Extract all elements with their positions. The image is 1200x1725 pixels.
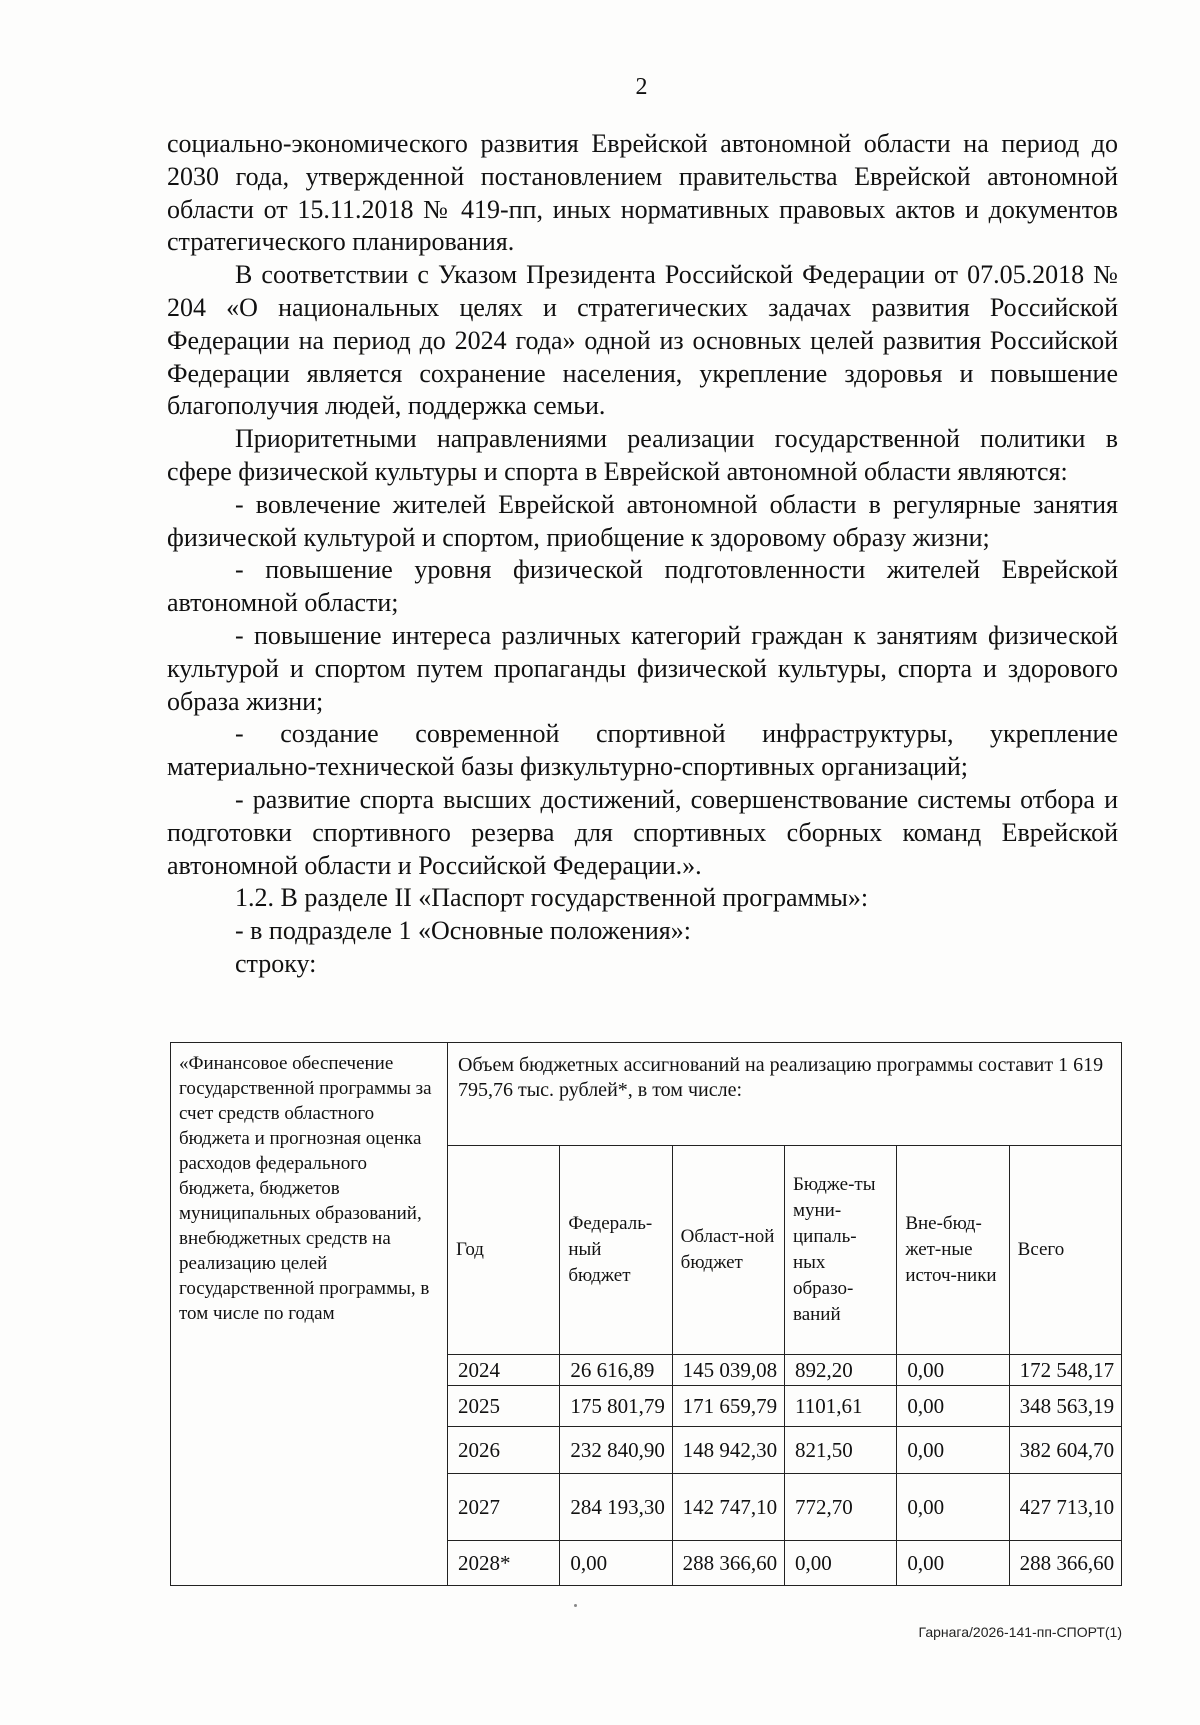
cell-extra: 0,00 xyxy=(897,1474,1009,1541)
list-item: - повышение уровня физической подготовленности жителей Еврейской автономной области; xyxy=(167,555,1118,618)
column-header-extra: Вне-бюд-жет-ные источ-ники xyxy=(897,1146,1009,1355)
cell-extra: 0,00 xyxy=(897,1541,1009,1586)
paragraph: строку: xyxy=(235,948,317,978)
cell-year: 2027 xyxy=(448,1474,560,1541)
cell-regional: 171 659,79 xyxy=(672,1386,784,1427)
column-header-year: Год xyxy=(448,1146,560,1355)
cell-regional: 288 366,60 xyxy=(672,1541,784,1586)
cell-municipal: 0,00 xyxy=(784,1541,896,1586)
cell-federal: 0,00 xyxy=(560,1541,672,1586)
cell-year: 2024 xyxy=(448,1355,560,1386)
document-code: Гарнага/2026-141-пп-СПОРТ(1) xyxy=(918,1624,1122,1640)
cell-regional: 145 039,08 xyxy=(672,1355,784,1386)
cell-year: 2025 xyxy=(448,1386,560,1427)
cell-total: 348 563,19 xyxy=(1009,1386,1121,1427)
list-item: - вовлечение жителей Еврейской автономной области в регулярные занятия физической культурой и спортом, приобщение к здоровому образу жизни; xyxy=(167,489,1118,552)
paragraph: - в подразделе 1 «Основные положения»: xyxy=(235,916,691,946)
cell-regional: 142 747,10 xyxy=(672,1474,784,1541)
list-item: - развитие спорта высших достижений, совершенствование системы отбора и подготовки спортивного резерва для спортивных сборных команд Еврейской автономной области и Российской Федерации.». xyxy=(167,784,1118,880)
cell-extra: 0,00 xyxy=(897,1427,1009,1474)
scan-artifact xyxy=(574,1604,577,1607)
cell-municipal: 772,70 xyxy=(784,1474,896,1541)
cell-federal: 175 801,79 xyxy=(560,1386,672,1427)
cell-total: 172 548,17 xyxy=(1009,1355,1121,1386)
cell-municipal: 1101,61 xyxy=(784,1386,896,1427)
column-header-total: Всего xyxy=(1009,1146,1121,1355)
cell-regional: 148 942,30 xyxy=(672,1427,784,1474)
cell-total: 427 713,10 xyxy=(1009,1474,1121,1541)
financing-table xyxy=(170,1042,1122,1586)
cell-extra: 0,00 xyxy=(897,1355,1009,1386)
cell-municipal: 821,50 xyxy=(784,1427,896,1474)
column-header-regional: Област-ной бюджет xyxy=(672,1146,784,1355)
cell-year: 2026 xyxy=(448,1427,560,1474)
cell-federal: 232 840,90 xyxy=(560,1427,672,1474)
paragraph: В соответствии с Указом Президента Российской Федерации от 07.05.2018 № 204 «О национальных целях и стратегических задачах развития Российской Федерации на период до 2024 года» одной из основных целей развития Российской Федерации является сохранение населения, укрепление здоровья и повышение благополучия людей, поддержка семьи. xyxy=(167,260,1118,421)
page-number: 2 xyxy=(635,74,648,100)
paragraph: 1.2. В разделе II «Паспорт государственной программы»: xyxy=(235,883,869,913)
document-body xyxy=(167,128,1118,981)
cell-municipal: 892,20 xyxy=(784,1355,896,1386)
cell-federal: 284 193,30 xyxy=(560,1474,672,1541)
column-header-federal: Федераль-ный бюджет xyxy=(560,1146,672,1355)
paragraph: Приоритетными направлениями реализации государственной политики в сфере физической культуры и спорта в Еврейской автономной области являются: xyxy=(167,424,1118,486)
table-summary-cell: Объем бюджетных ассигнований на реализацию программы составит 1 619 795,76 тыс. рублей*, в том числе: xyxy=(448,1043,1122,1146)
cell-total: 382 604,70 xyxy=(1009,1427,1121,1474)
list-item: - повышение интереса различных категорий граждан к занятиям физической культурой и спортом путем пропаганды физической культуры, спорта и здорового образа жизни; xyxy=(167,620,1118,716)
cell-extra: 0,00 xyxy=(897,1386,1009,1427)
list-item: - создание современной спортивной инфраструктуры, укрепление материально-технической базы физкультурно-спортивных организаций; xyxy=(167,719,1118,782)
cell-federal: 26 616,89 xyxy=(560,1355,672,1386)
column-header-municipal: Бюдже-ты муни-ципаль-ных образо-ваний xyxy=(784,1146,896,1355)
table-label-cell: «Финансовое обеспечение государственной программы за счет средств областного бюджета и прогнозная оценка расходов федерального бюджета, бюджетов муниципальных образований, внебюджетных средств на реализацию целей государственной программы, в том числе по годам xyxy=(171,1043,448,1586)
cell-total: 288 366,60 xyxy=(1009,1541,1121,1586)
cell-year: 2028* xyxy=(448,1541,560,1586)
paragraph: социально-экономического развития Еврейской автономной области на период до 2030 года, утвержденной постановлением правительства Еврейской автономной области от 15.11.2018 № 419-пп, иных нормативных правовых актов и документов стратегического планирования. xyxy=(167,129,1118,257)
